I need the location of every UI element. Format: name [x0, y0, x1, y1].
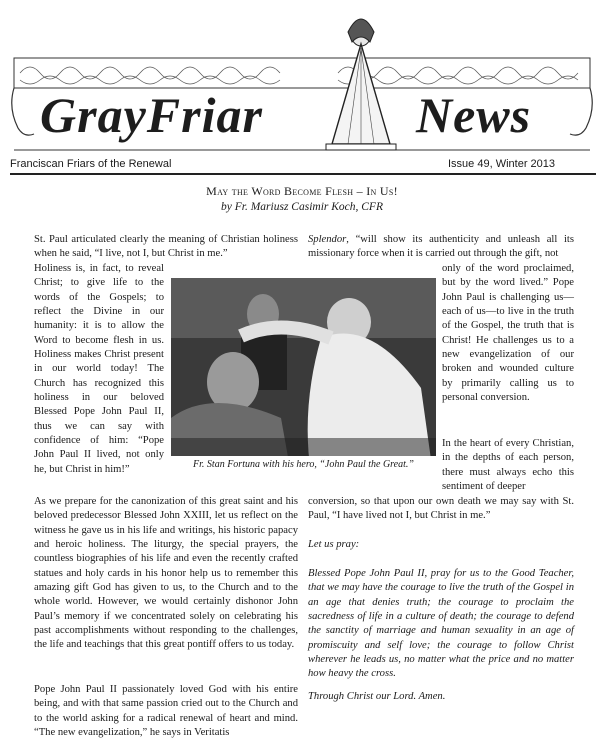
col1-paragraph-3: Pope John Paul II passionately loved God with his entire being, and with that same passion cried out to the Church and to the world asking for a radical renewal of heart and mind. “The new evangelization,” he says in Veritatis — [34, 684, 298, 739]
col2-intro-italic: Splendor — [308, 234, 347, 245]
prayer-text: Blessed Pope John Paul II, pray for us to the Good Teacher, that we may have the courage to live the truth of the Gospel in an age that denies truth; the courage to proclaim the sacredness of life in a culture of death; the courage to defend the sanctity of marriage and human sexuality in an age of promiscuity and self love; the courage to follow Christ wherever he leads us, no matter what the price and no matter how heavy the cross. — [308, 568, 574, 680]
photo-illustration — [171, 278, 436, 474]
article-photo — [171, 278, 436, 474]
col1-paragraph-2: As we prepare for the canonization of this great saint and his beloved predecessor Blessed John XXIII, let us reflect on the witness he gave us in his life and writings, his historic papacy and heroic holiness. The liturgy, the special prayers, the countless biographies of his life and even the recently crafted statues and holy cards in his honor help us to remember this amazing gift God has given to us, to the Church and to the whole world. However, we would certainly dishonor John Paul’s memory if we concentrated solely on celebrating his past accomplishments without responding to the challenges, the life and teachings that this great pontiff offers to us today. — [34, 496, 298, 651]
friar-figure-illustration — [318, 4, 404, 154]
photo-caption: Fr. Stan Fortuna with his hero, “John Paul the Great.” — [193, 459, 414, 470]
col1-intro: St. Paul articulated clearly the meaning of Christian holiness when he said, “I live, not I, but Christ in me.” — [34, 234, 298, 260]
col2-intro — [308, 233, 574, 262]
article-byline: by Fr. Mariusz Casimir Koch, CFR — [221, 201, 383, 213]
masthead-title-right: News — [416, 87, 532, 143]
col2-wrap-paragraph: only of the word proclaimed, but by the word lived.” Pope John Paul is challenging us—each of us—to live in the truth of the Gospel, the truth that is Christ! He challenges us to a new evangelization of our broken and wounded culture by primarily calling us to personal conversion. — [442, 263, 574, 404]
header-rule — [10, 173, 596, 175]
publisher-name: Franciscan Friars of the Renewal — [10, 158, 172, 170]
closing-line: Through Christ our Lord. Amen. — [308, 691, 446, 702]
article-title: May the Word Become Flesh – In Us! — [206, 184, 398, 198]
col2-paragraph-2: conversion, so that upon our own death we may say with St. Paul, “I have lived not I, but Christ in me.” — [308, 496, 574, 522]
masthead — [0, 0, 604, 160]
masthead-title-left: GrayFriar — [40, 87, 263, 143]
let-us-pray: Let us pray: — [308, 539, 360, 550]
col2-intro-text: , “will show its authenticity and unleash all its missionary force when it is carried out through the gift, not — [308, 234, 574, 260]
issue-number: Issue 49, Winter 2013 — [448, 158, 556, 170]
col1-wrap-paragraph: Holiness is, in fact, to reveal Christ; to give life to the words of the Gospels; to reflect the Divine in our humanity: it is to allow the Word to become flesh in us. Holiness makes Christ present in our world today! The Church has recognized this holiness in our beloved Blessed Pope John Paul II, thus we can say with confidence of him: “Pope John Paul II lived, not only he, but Christ in him!” — [34, 263, 164, 475]
photo-caption-box — [171, 456, 436, 474]
col2-wrap-paragraph-2: In the heart of every Christian, in the depths of each person, there must always echo this sentiment of deeper — [442, 438, 574, 493]
